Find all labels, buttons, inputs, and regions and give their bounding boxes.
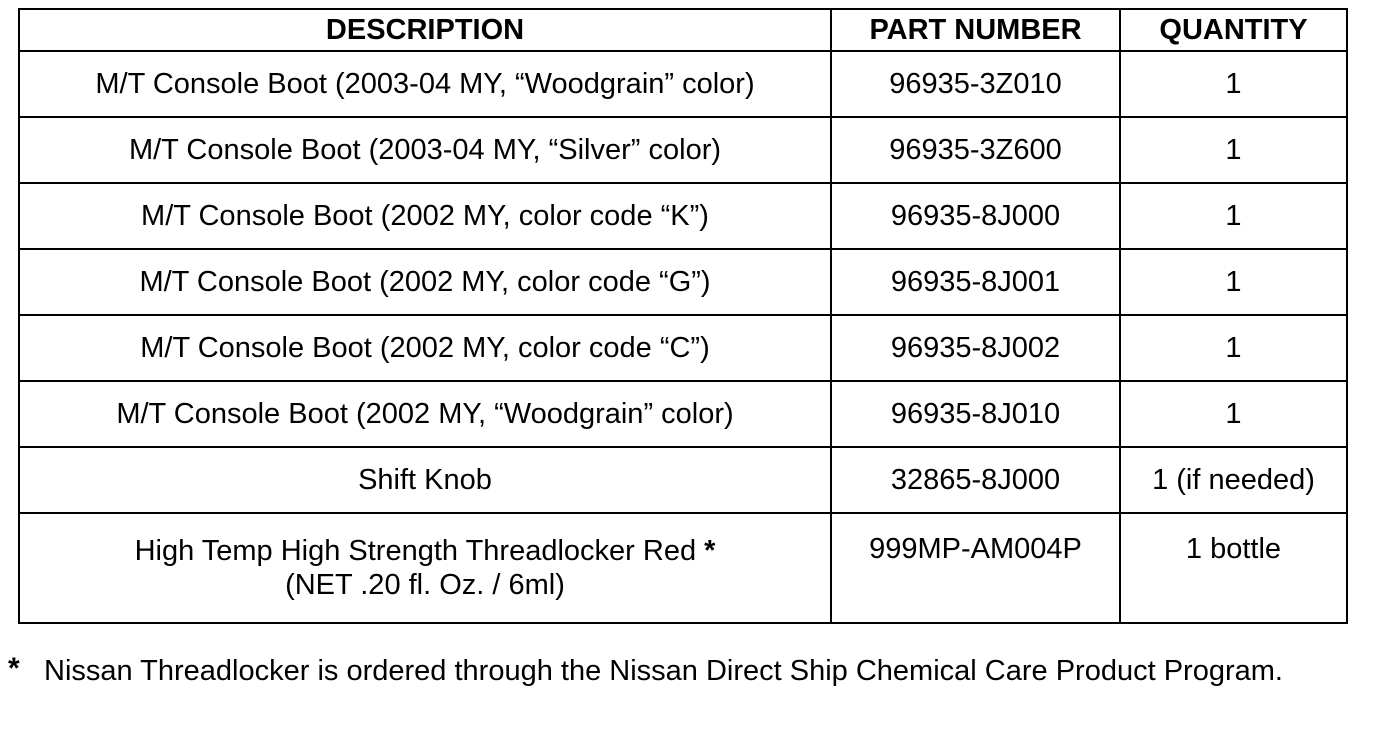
cell-quantity: 1 [1120,117,1347,183]
table-header-row [19,9,1347,51]
cell-description: M/T Console Boot (2002 MY, color code “K”) [19,183,831,249]
table-row [19,51,1347,117]
cell-quantity: 1 (if needed) [1120,447,1347,513]
header-description: DESCRIPTION [19,9,831,51]
table-row [19,381,1347,447]
table-row [19,249,1347,315]
cell-part-number: 32865-8J000 [831,447,1120,513]
cell-description: M/T Console Boot (2003-04 MY, “Silver” color) [19,117,831,183]
footnote-asterisk: * [704,535,716,567]
description-line-1 [20,534,830,568]
description-line-2: (NET .20 fl. Oz. / 6ml) [285,569,565,601]
cell-part-number: 96935-8J000 [831,183,1120,249]
table-row [19,117,1347,183]
parts-table [18,8,1348,624]
cell-part-number: 96935-8J001 [831,249,1120,315]
table-row [19,447,1347,513]
header-quantity: QUANTITY [1120,9,1347,51]
cell-part-number: 96935-3Z010 [831,51,1120,117]
cell-quantity: 1 [1120,183,1347,249]
footnote-text: Nissan Threadlocker is ordered through the Nissan Direct Ship Chemical Care Product Program. [44,655,1283,687]
cell-quantity: 1 [1120,381,1347,447]
cell-quantity: 1 bottle [1120,513,1347,623]
cell-part-number: 96935-8J010 [831,381,1120,447]
table-row [19,183,1347,249]
cell-part-number: 96935-3Z600 [831,117,1120,183]
header-part-number: PART NUMBER [831,9,1120,51]
cell-part-number: 96935-8J002 [831,315,1120,381]
cell-quantity: 1 [1120,51,1347,117]
cell-description: M/T Console Boot (2002 MY, color code “G”) [19,249,831,315]
cell-quantity: 1 [1120,249,1347,315]
threadlocker-name: High Temp High Strength Threadlocker Red [134,535,697,567]
cell-description: M/T Console Boot (2002 MY, color code “C”) [19,315,831,381]
footnote-mark: * [8,652,20,685]
cell-part-number: 999MP-AM004P [831,513,1120,623]
table-row [19,315,1347,381]
table-row-threadlocker [19,513,1347,623]
cell-description [19,513,831,623]
cell-description: Shift Knob [19,447,831,513]
cell-description: M/T Console Boot (2003-04 MY, “Woodgrain” color) [19,51,831,117]
cell-quantity: 1 [1120,315,1347,381]
cell-description: M/T Console Boot (2002 MY, “Woodgrain” color) [19,381,831,447]
